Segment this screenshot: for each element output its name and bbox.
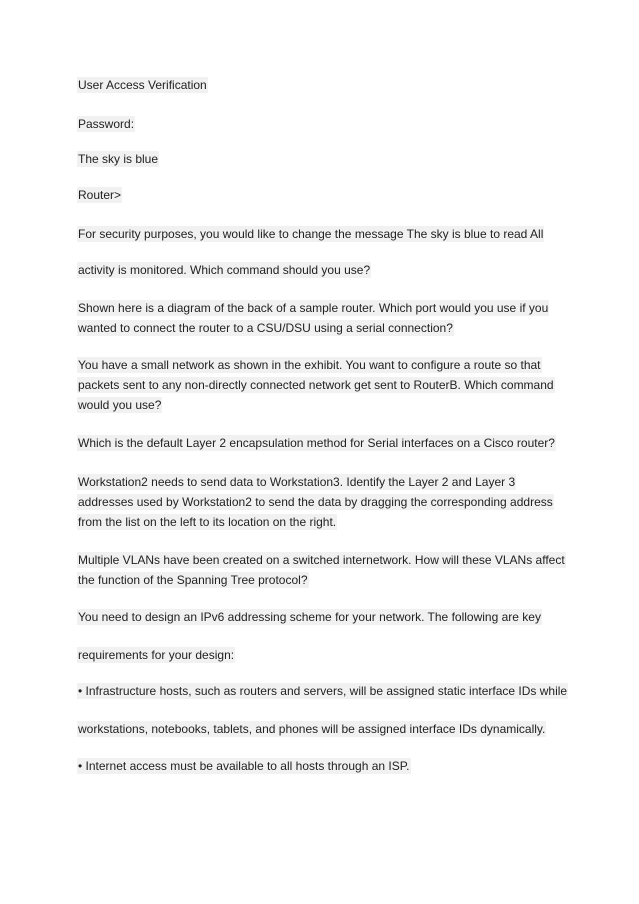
text-line: The sky is blue [78, 152, 159, 166]
text-line: activity is monitored. Which command should you use? [78, 263, 371, 277]
text-line: the function of the Spanning Tree protocol? [78, 573, 308, 587]
text-line: Password: [78, 117, 135, 131]
text-line: addresses used by Workstation2 to send the data by dragging the corresponding address [78, 495, 553, 509]
text-line: • Internet access must be available to all hosts through an ISP. [78, 759, 410, 773]
text-line: Router> [78, 188, 122, 202]
text-line: from the list on the left to its location on the right. [78, 515, 337, 529]
text-line: User Access Verification [78, 78, 207, 92]
text-line: For security purposes, you would like to change the message The sky is blue to read All [78, 227, 544, 241]
text-line: You need to design an IPv6 addressing scheme for your network. The following are key [78, 610, 541, 624]
text-line: Which is the default Layer 2 encapsulation method for Serial interfaces on a Cisco router? [78, 436, 555, 450]
text-line: workstations, notebooks, tablets, and phones will be assigned interface IDs dynamically. [78, 722, 546, 736]
text-line: requirements for your design: [78, 648, 235, 662]
text-line: You have a small network as shown in the exhibit. You want to configure a route so that [78, 358, 541, 372]
text-line: would you use? [78, 398, 162, 412]
text-line: wanted to connect the router to a CSU/DSU using a serial connection? [78, 321, 453, 335]
text-line: packets sent to any non-directly connected network get sent to RouterB. Which command [78, 378, 554, 392]
text-line: Multiple VLANs have been created on a switched internetwork. How will these VLANs affect [78, 553, 565, 567]
text-line: Workstation2 needs to send data to Workstation3. Identify the Layer 2 and Layer 3 [78, 475, 516, 489]
text-line: Shown here is a diagram of the back of a sample router. Which port would you use if you [78, 301, 549, 315]
text-line: • Infrastructure hosts, such as routers and servers, will be assigned static interface IDs while [78, 684, 568, 698]
